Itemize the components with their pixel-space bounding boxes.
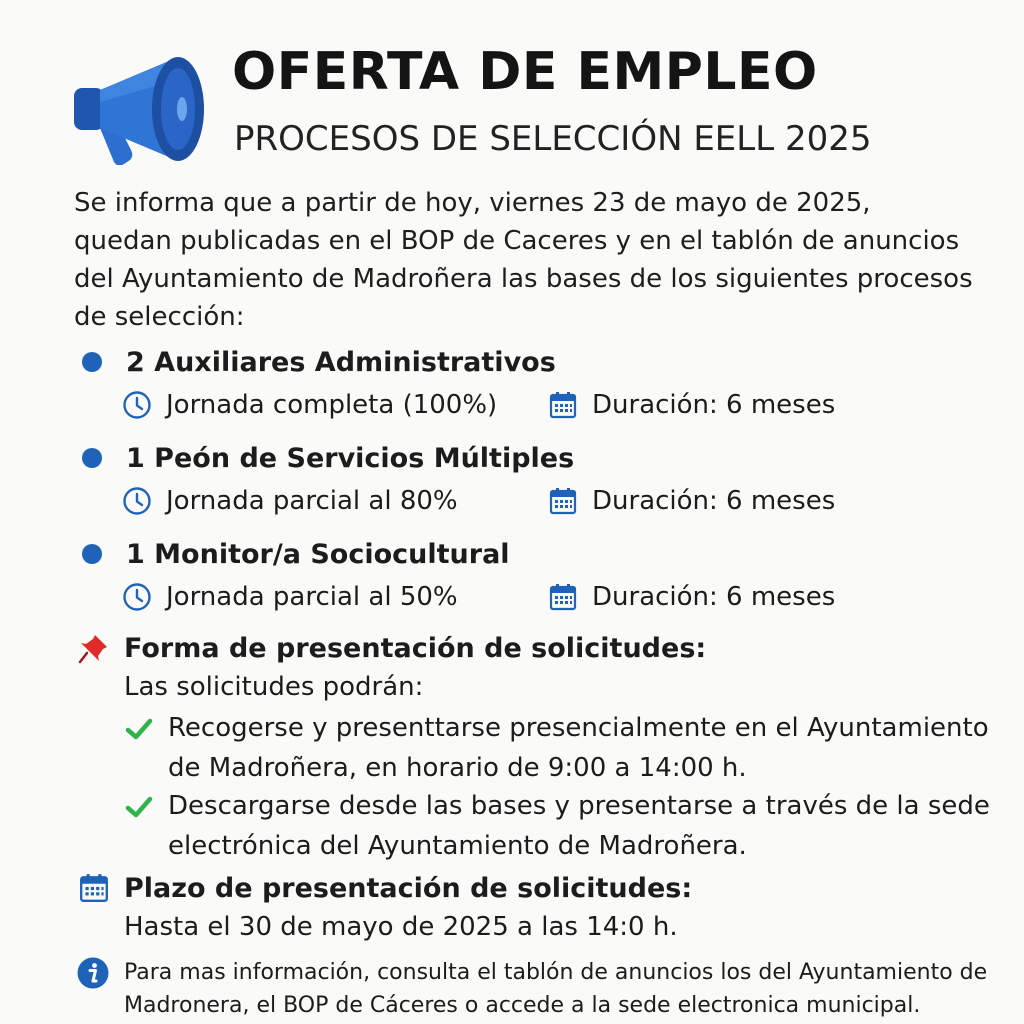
job-item xyxy=(80,342,980,428)
clock-icon xyxy=(122,390,152,420)
duracion-text: Duración: 6 meses xyxy=(592,486,836,516)
job-title: 2 Auxiliares Administrativos xyxy=(126,346,556,378)
plazo-text: Hasta el 30 de mayo de 2025 a las 14:0 h. xyxy=(124,912,678,942)
jornada-detail xyxy=(122,486,458,516)
checkmark-icon xyxy=(124,714,154,744)
duracion-detail xyxy=(548,390,835,420)
plazo-heading xyxy=(80,872,692,904)
job-title: 1 Peón de Servicios Múltiples xyxy=(126,442,575,474)
info-icon xyxy=(76,956,110,990)
bullet-icon xyxy=(82,544,102,564)
megaphone-icon xyxy=(72,50,212,165)
calendar-icon xyxy=(548,582,578,612)
forma-item-text: Recogerse y presenttarse presencialmente en el Ayuntamiento de Madroñera, en horario de 9:00 a 14:00 h. xyxy=(168,713,989,783)
forma-heading xyxy=(80,632,706,664)
list-item xyxy=(124,708,1004,788)
jornada-detail xyxy=(122,582,458,612)
forma-lead: Las solicitudes podrán: xyxy=(124,672,424,702)
bullet-icon xyxy=(82,448,102,468)
info-note xyxy=(76,956,996,1022)
duracion-detail xyxy=(548,486,835,516)
job-item xyxy=(80,534,980,620)
calendar-icon xyxy=(548,486,578,516)
jornada-text: Jornada completa (100%) xyxy=(166,390,498,420)
forma-item-text: Descargarse desde las bases y presentarse a través de la sede electrónica del Ayuntamiento de Madroñera. xyxy=(168,791,990,861)
duracion-detail xyxy=(548,582,835,612)
calendar-icon xyxy=(78,872,110,904)
forma-title: Forma de presentación de solicitudes: xyxy=(124,632,707,664)
jornada-detail xyxy=(122,390,497,420)
jornada-text: Jornada parcial al 50% xyxy=(166,582,458,612)
duracion-text: Duración: 6 meses xyxy=(592,390,836,420)
checkmark-icon xyxy=(124,792,154,822)
page-subtitle: PROCESOS DE SELECCIÓN EELL 2025 xyxy=(234,119,872,159)
page-title: OFERTA DE EMPLEO xyxy=(232,42,818,102)
clock-icon xyxy=(122,582,152,612)
jornada-text: Jornada parcial al 80% xyxy=(166,486,458,516)
duracion-text: Duración: 6 meses xyxy=(592,582,836,612)
clock-icon xyxy=(122,486,152,516)
pushpin-icon xyxy=(78,632,110,664)
bullet-icon xyxy=(82,352,102,372)
plazo-title: Plazo de presentación de solicitudes: xyxy=(124,872,693,904)
list-item xyxy=(124,786,1004,866)
job-title: 1 Monitor/a Sociocultural xyxy=(126,538,510,570)
calendar-icon xyxy=(548,390,578,420)
job-item xyxy=(80,438,980,524)
info-text: Para mas información, consulta el tablón de anuncios los del Ayuntamiento de Madronera, el BOP de Cáceres o accede a la sede electronica municipal. xyxy=(124,960,988,1018)
intro-paragraph: Se informa que a partir de hoy, viernes 23 de mayo de 2025, quedan publicadas en el BOP de Caceres y en el tablón de anuncios del Ayuntamiento de Madroñera las bases de los siguientes procesos de selección: xyxy=(74,188,973,332)
